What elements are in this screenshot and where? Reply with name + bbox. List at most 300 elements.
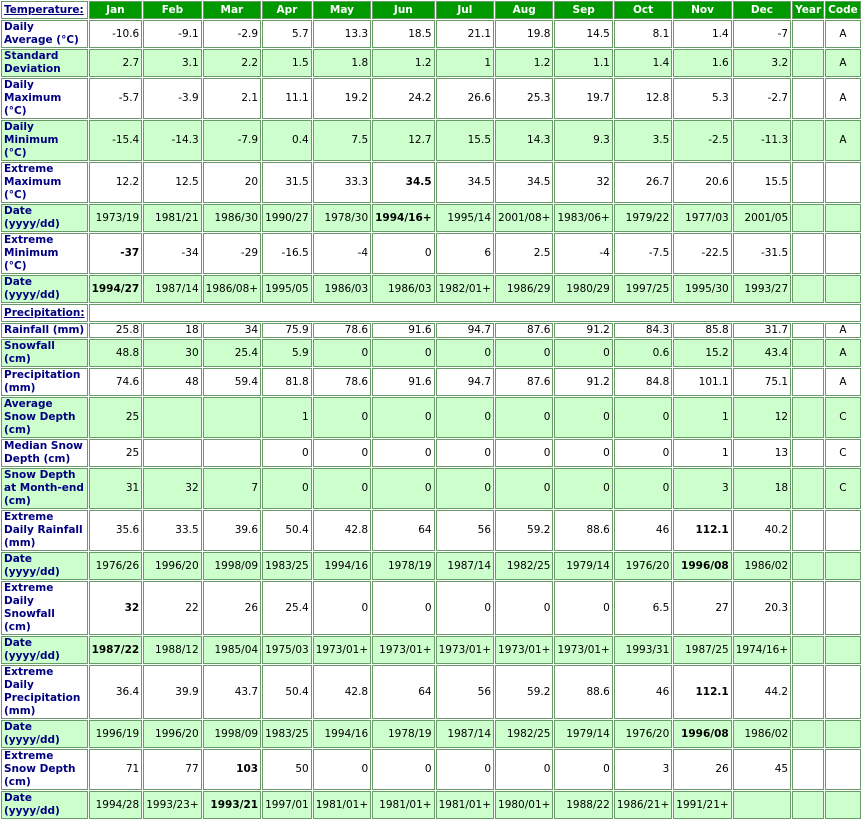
table-row [1, 275, 861, 303]
table-cell: 3.2 [733, 49, 791, 77]
row-label: Extreme Minimum (°C) [1, 233, 88, 274]
row-label: Standard Deviation [1, 49, 88, 77]
table-cell: 3 [673, 468, 731, 509]
table-cell: 87.6 [495, 368, 553, 396]
table-cell: 25.4 [203, 339, 261, 367]
table-cell: 85.8 [673, 323, 731, 338]
table-cell: 91.6 [372, 323, 434, 338]
table-cell: 6 [436, 233, 494, 274]
table-cell: 50.4 [262, 665, 312, 719]
table-cell [792, 368, 824, 396]
table-cell: 11.1 [262, 78, 312, 119]
table-cell: 1981/21 [143, 204, 201, 232]
table-cell: -37 [89, 233, 143, 274]
section-title: Temperature: [1, 1, 88, 19]
table-cell: 1994/16+ [372, 204, 434, 232]
table-cell: -29 [203, 233, 261, 274]
code-cell: A [825, 120, 861, 161]
row-label: Rainfall (mm) [1, 323, 88, 338]
table-cell: 0 [554, 749, 612, 790]
row-label: Daily Average (°C) [1, 20, 88, 48]
column-header: Apr [262, 1, 312, 19]
table-cell: 18 [143, 323, 201, 338]
table-cell [733, 791, 791, 819]
table-cell: 1996/08 [673, 552, 731, 580]
table-cell: 50 [262, 749, 312, 790]
table-cell: 1987/22 [89, 636, 143, 664]
table-cell: 1978/19 [372, 552, 434, 580]
table-cell: 0 [436, 749, 494, 790]
section-header-row [1, 1, 861, 19]
table-cell: 13 [733, 439, 791, 467]
table-cell: 0 [372, 581, 434, 635]
table-cell: 0 [372, 339, 434, 367]
table-row [1, 323, 861, 338]
row-label: Date (yyyy/dd) [1, 204, 88, 232]
table-cell: 1986/02 [733, 720, 791, 748]
table-cell: -15.4 [89, 120, 143, 161]
table-cell: 0 [372, 397, 434, 438]
table-cell: 1973/01+ [436, 636, 494, 664]
code-cell: A [825, 339, 861, 367]
table-cell: 71 [89, 749, 143, 790]
table-cell: 8.1 [614, 20, 672, 48]
row-label: Daily Minimum (°C) [1, 120, 88, 161]
section-title-colon: : [80, 306, 85, 319]
table-cell: 0 [313, 397, 371, 438]
table-cell: 1986/29 [495, 275, 553, 303]
table-cell: 36.4 [89, 665, 143, 719]
table-cell: 0 [436, 339, 494, 367]
row-label: Date (yyyy/dd) [1, 552, 88, 580]
table-cell: 0.4 [262, 120, 312, 161]
table-body [1, 1, 861, 819]
table-cell: 77 [143, 749, 201, 790]
table-row [1, 120, 861, 161]
table-cell: 25 [89, 439, 143, 467]
table-cell: 2.2 [203, 49, 261, 77]
table-cell [792, 552, 824, 580]
table-cell: 1982/01+ [436, 275, 494, 303]
table-cell: 1986/08+ [203, 275, 261, 303]
table-cell: 1988/12 [143, 636, 201, 664]
table-cell: -9.1 [143, 20, 201, 48]
table-cell: 0 [313, 439, 371, 467]
column-header: Mar [203, 1, 261, 19]
table-cell: 1996/20 [143, 720, 201, 748]
table-cell: 84.3 [614, 323, 672, 338]
table-row [1, 749, 861, 790]
table-cell: 22 [143, 581, 201, 635]
table-cell: -5.7 [89, 78, 143, 119]
table-cell: 12.2 [89, 162, 143, 203]
table-row [1, 49, 861, 77]
table-cell: 0 [614, 397, 672, 438]
table-cell: 56 [436, 665, 494, 719]
table-cell: 15.5 [436, 120, 494, 161]
table-cell: 43.7 [203, 665, 261, 719]
table-cell: 25 [89, 397, 143, 438]
table-cell: 59.4 [203, 368, 261, 396]
table-cell: 0 [554, 439, 612, 467]
table-cell: 14.5 [554, 20, 612, 48]
table-row [1, 339, 861, 367]
table-cell: 1977/03 [673, 204, 731, 232]
table-cell: 2.1 [203, 78, 261, 119]
table-cell: 26.7 [614, 162, 672, 203]
row-label: Extreme Daily Snowfall (cm) [1, 581, 88, 635]
table-cell: 1979/14 [554, 720, 612, 748]
table-cell: 5.9 [262, 339, 312, 367]
table-cell: 1996/20 [143, 552, 201, 580]
code-cell [825, 720, 861, 748]
table-cell [792, 20, 824, 48]
table-cell: 1994/27 [89, 275, 143, 303]
table-cell: 91.6 [372, 368, 434, 396]
table-cell: 1981/01+ [436, 791, 494, 819]
table-cell: 46 [614, 665, 672, 719]
table-cell: 0 [372, 233, 434, 274]
table-cell: 3.5 [614, 120, 672, 161]
table-cell: -22.5 [673, 233, 731, 274]
table-cell: 18 [733, 468, 791, 509]
table-cell: 0 [313, 339, 371, 367]
table-cell: 0 [614, 439, 672, 467]
table-cell: 1980/01+ [495, 791, 553, 819]
table-cell: 64 [372, 510, 434, 551]
table-cell: -14.3 [143, 120, 201, 161]
table-cell: 12 [733, 397, 791, 438]
table-cell: 2001/05 [733, 204, 791, 232]
table-cell: 0 [554, 468, 612, 509]
table-cell: 1995/14 [436, 204, 494, 232]
table-cell: 24.2 [372, 78, 434, 119]
table-cell: 0 [372, 468, 434, 509]
table-cell: 1982/25 [495, 720, 553, 748]
code-cell [825, 665, 861, 719]
code-cell [825, 749, 861, 790]
row-label: Extreme Maximum (°C) [1, 162, 88, 203]
table-cell: 1973/01+ [372, 636, 434, 664]
row-label: Date (yyyy/dd) [1, 636, 88, 664]
code-cell: A [825, 49, 861, 77]
table-cell: 12.8 [614, 78, 672, 119]
table-cell: 1987/25 [673, 636, 731, 664]
table-cell: 1.2 [495, 49, 553, 77]
table-cell: 5.7 [262, 20, 312, 48]
section-header-row [1, 304, 861, 322]
table-cell: 20.6 [673, 162, 731, 203]
table-row [1, 78, 861, 119]
table-cell: 12.7 [372, 120, 434, 161]
table-cell: 0 [554, 581, 612, 635]
table-cell [143, 397, 201, 438]
table-cell: 59.2 [495, 510, 553, 551]
table-cell: 46 [614, 510, 672, 551]
table-cell: 1987/14 [143, 275, 201, 303]
table-cell: 0 [495, 581, 553, 635]
table-cell: 1994/16 [313, 552, 371, 580]
table-cell [143, 439, 201, 467]
table-cell: 34.5 [372, 162, 434, 203]
table-cell: 31.7 [733, 323, 791, 338]
table-cell: 94.7 [436, 323, 494, 338]
table-cell: 81.8 [262, 368, 312, 396]
table-cell: 0 [262, 439, 312, 467]
table-cell: 1995/05 [262, 275, 312, 303]
table-cell: 2001/08+ [495, 204, 553, 232]
table-cell: 32 [554, 162, 612, 203]
table-cell: 1981/01+ [313, 791, 371, 819]
table-cell: 7 [203, 468, 261, 509]
column-header: Nov [673, 1, 731, 19]
table-cell: 1976/26 [89, 552, 143, 580]
code-cell: A [825, 78, 861, 119]
column-header: Dec [733, 1, 791, 19]
table-cell: 21.1 [436, 20, 494, 48]
table-cell: 1973/01+ [495, 636, 553, 664]
table-cell: 1998/09 [203, 552, 261, 580]
table-cell: 19.2 [313, 78, 371, 119]
table-cell: 88.6 [554, 665, 612, 719]
table-cell [792, 204, 824, 232]
table-cell: -34 [143, 233, 201, 274]
table-cell: 0 [372, 749, 434, 790]
column-header: Jun [372, 1, 434, 19]
table-cell: 1.6 [673, 49, 731, 77]
table-cell [792, 468, 824, 509]
table-cell: -3.9 [143, 78, 201, 119]
table-cell: 1986/03 [372, 275, 434, 303]
column-header: Sep [554, 1, 612, 19]
table-cell [792, 120, 824, 161]
table-row [1, 665, 861, 719]
row-label: Average Snow Depth (cm) [1, 397, 88, 438]
table-cell: 0 [436, 397, 494, 438]
table-cell: 103 [203, 749, 261, 790]
table-cell: 12.5 [143, 162, 201, 203]
table-row [1, 233, 861, 274]
table-cell: 15.5 [733, 162, 791, 203]
table-cell: 1.1 [554, 49, 612, 77]
table-cell: 0 [554, 339, 612, 367]
table-cell: 1994/28 [89, 791, 143, 819]
column-header: Jul [436, 1, 494, 19]
code-cell [825, 233, 861, 274]
table-row [1, 581, 861, 635]
table-cell: 1973/19 [89, 204, 143, 232]
table-cell: 1983/25 [262, 552, 312, 580]
table-cell [792, 78, 824, 119]
table-cell: 5.3 [673, 78, 731, 119]
table-cell: 6.5 [614, 581, 672, 635]
table-cell: 20.3 [733, 581, 791, 635]
table-cell: -7 [733, 20, 791, 48]
table-cell [792, 581, 824, 635]
column-header: Code [825, 1, 861, 19]
table-cell: 1.5 [262, 49, 312, 77]
row-label: Extreme Daily Rainfall (mm) [1, 510, 88, 551]
table-cell: 1975/03 [262, 636, 312, 664]
table-cell: -11.3 [733, 120, 791, 161]
row-label: Extreme Daily Precipitation (mm) [1, 665, 88, 719]
table-cell: 40.2 [733, 510, 791, 551]
table-cell: 0 [436, 468, 494, 509]
table-row [1, 636, 861, 664]
code-cell [825, 791, 861, 819]
table-cell: 1994/16 [313, 720, 371, 748]
table-cell: 87.6 [495, 323, 553, 338]
table-cell: 15.2 [673, 339, 731, 367]
table-cell [792, 275, 824, 303]
table-cell: 0 [313, 581, 371, 635]
code-cell: A [825, 368, 861, 396]
table-cell: 59.2 [495, 665, 553, 719]
table-cell: 1987/14 [436, 552, 494, 580]
table-cell: 1973/01+ [554, 636, 612, 664]
section-title: Precipitation: [1, 304, 88, 322]
table-cell: 48.8 [89, 339, 143, 367]
row-label: Median Snow Depth (cm) [1, 439, 88, 467]
table-cell: 1 [673, 397, 731, 438]
table-cell [792, 323, 824, 338]
table-row [1, 720, 861, 748]
table-cell [792, 749, 824, 790]
table-cell: 9.3 [554, 120, 612, 161]
table-cell: 84.8 [614, 368, 672, 396]
table-cell: 27 [673, 581, 731, 635]
table-cell: 64 [372, 665, 434, 719]
table-cell: 0 [436, 439, 494, 467]
table-cell: 1.4 [673, 20, 731, 48]
table-cell: 13.3 [313, 20, 371, 48]
table-cell: 26 [203, 581, 261, 635]
row-label: Date (yyyy/dd) [1, 791, 88, 819]
table-cell: 33.5 [143, 510, 201, 551]
table-row [1, 791, 861, 819]
code-cell: C [825, 439, 861, 467]
code-cell [825, 636, 861, 664]
table-cell: -7.9 [203, 120, 261, 161]
table-cell: 1983/25 [262, 720, 312, 748]
table-cell [792, 791, 824, 819]
row-label: Snow Depth at Month-end (cm) [1, 468, 88, 509]
table-cell: -2.7 [733, 78, 791, 119]
table-cell: 88.6 [554, 510, 612, 551]
table-cell [792, 510, 824, 551]
column-header: Oct [614, 1, 672, 19]
table-cell: 94.7 [436, 368, 494, 396]
table-cell: 25.4 [262, 581, 312, 635]
table-row [1, 162, 861, 203]
table-cell: 75.9 [262, 323, 312, 338]
table-cell [792, 233, 824, 274]
table-cell: 34.5 [436, 162, 494, 203]
row-label: Date (yyyy/dd) [1, 275, 88, 303]
table-cell: 0 [614, 468, 672, 509]
section-header-filler [89, 304, 861, 322]
table-cell: 1996/19 [89, 720, 143, 748]
table-cell: 50.4 [262, 510, 312, 551]
table-cell [792, 162, 824, 203]
table-cell: -31.5 [733, 233, 791, 274]
table-cell: 56 [436, 510, 494, 551]
table-cell: 91.2 [554, 323, 612, 338]
table-cell: 1.4 [614, 49, 672, 77]
table-cell: 1979/14 [554, 552, 612, 580]
table-row [1, 368, 861, 396]
table-cell: 1976/20 [614, 720, 672, 748]
table-cell: 1986/30 [203, 204, 261, 232]
table-cell: 1993/31 [614, 636, 672, 664]
table-cell: 31.5 [262, 162, 312, 203]
code-cell [825, 275, 861, 303]
table-cell: 78.6 [313, 368, 371, 396]
table-cell: 39.6 [203, 510, 261, 551]
column-header: Year [792, 1, 824, 19]
table-cell: 1983/06+ [554, 204, 612, 232]
table-cell: 33.3 [313, 162, 371, 203]
code-cell: C [825, 397, 861, 438]
code-cell: A [825, 20, 861, 48]
table-cell: -4 [313, 233, 371, 274]
table-cell: 34 [203, 323, 261, 338]
column-header: Jan [89, 1, 143, 19]
table-cell: 0 [436, 581, 494, 635]
table-cell: 1986/02 [733, 552, 791, 580]
table-row [1, 397, 861, 438]
table-cell: 1 [262, 397, 312, 438]
code-cell: A [825, 323, 861, 338]
code-cell [825, 510, 861, 551]
code-cell [825, 581, 861, 635]
code-cell [825, 204, 861, 232]
table-cell: 1987/14 [436, 720, 494, 748]
table-cell: 101.1 [673, 368, 731, 396]
table-cell: -16.5 [262, 233, 312, 274]
table-cell: 1997/25 [614, 275, 672, 303]
table-cell: 1979/22 [614, 204, 672, 232]
table-cell [792, 397, 824, 438]
table-cell: 91.2 [554, 368, 612, 396]
table-cell: 25.8 [89, 323, 143, 338]
table-cell: 42.8 [313, 510, 371, 551]
table-cell [792, 720, 824, 748]
table-cell: 112.1 [673, 665, 731, 719]
table-cell: 1974/16+ [733, 636, 791, 664]
table-cell: 1998/09 [203, 720, 261, 748]
table-cell: 0 [372, 439, 434, 467]
table-cell: 1978/30 [313, 204, 371, 232]
table-cell: 0 [495, 749, 553, 790]
column-header: May [313, 1, 371, 19]
table-row [1, 552, 861, 580]
table-cell: 7.5 [313, 120, 371, 161]
table-cell: 0 [495, 397, 553, 438]
table-row [1, 204, 861, 232]
table-cell: 19.7 [554, 78, 612, 119]
table-cell: 1993/27 [733, 275, 791, 303]
table-cell: 1985/04 [203, 636, 261, 664]
table-cell: 1976/20 [614, 552, 672, 580]
table-cell: 1993/23+ [143, 791, 201, 819]
table-cell: 1981/01+ [372, 791, 434, 819]
table-cell: -7.5 [614, 233, 672, 274]
row-label: Date (yyyy/dd) [1, 720, 88, 748]
table-cell: 20 [203, 162, 261, 203]
table-cell: 48 [143, 368, 201, 396]
table-cell: 0 [554, 397, 612, 438]
